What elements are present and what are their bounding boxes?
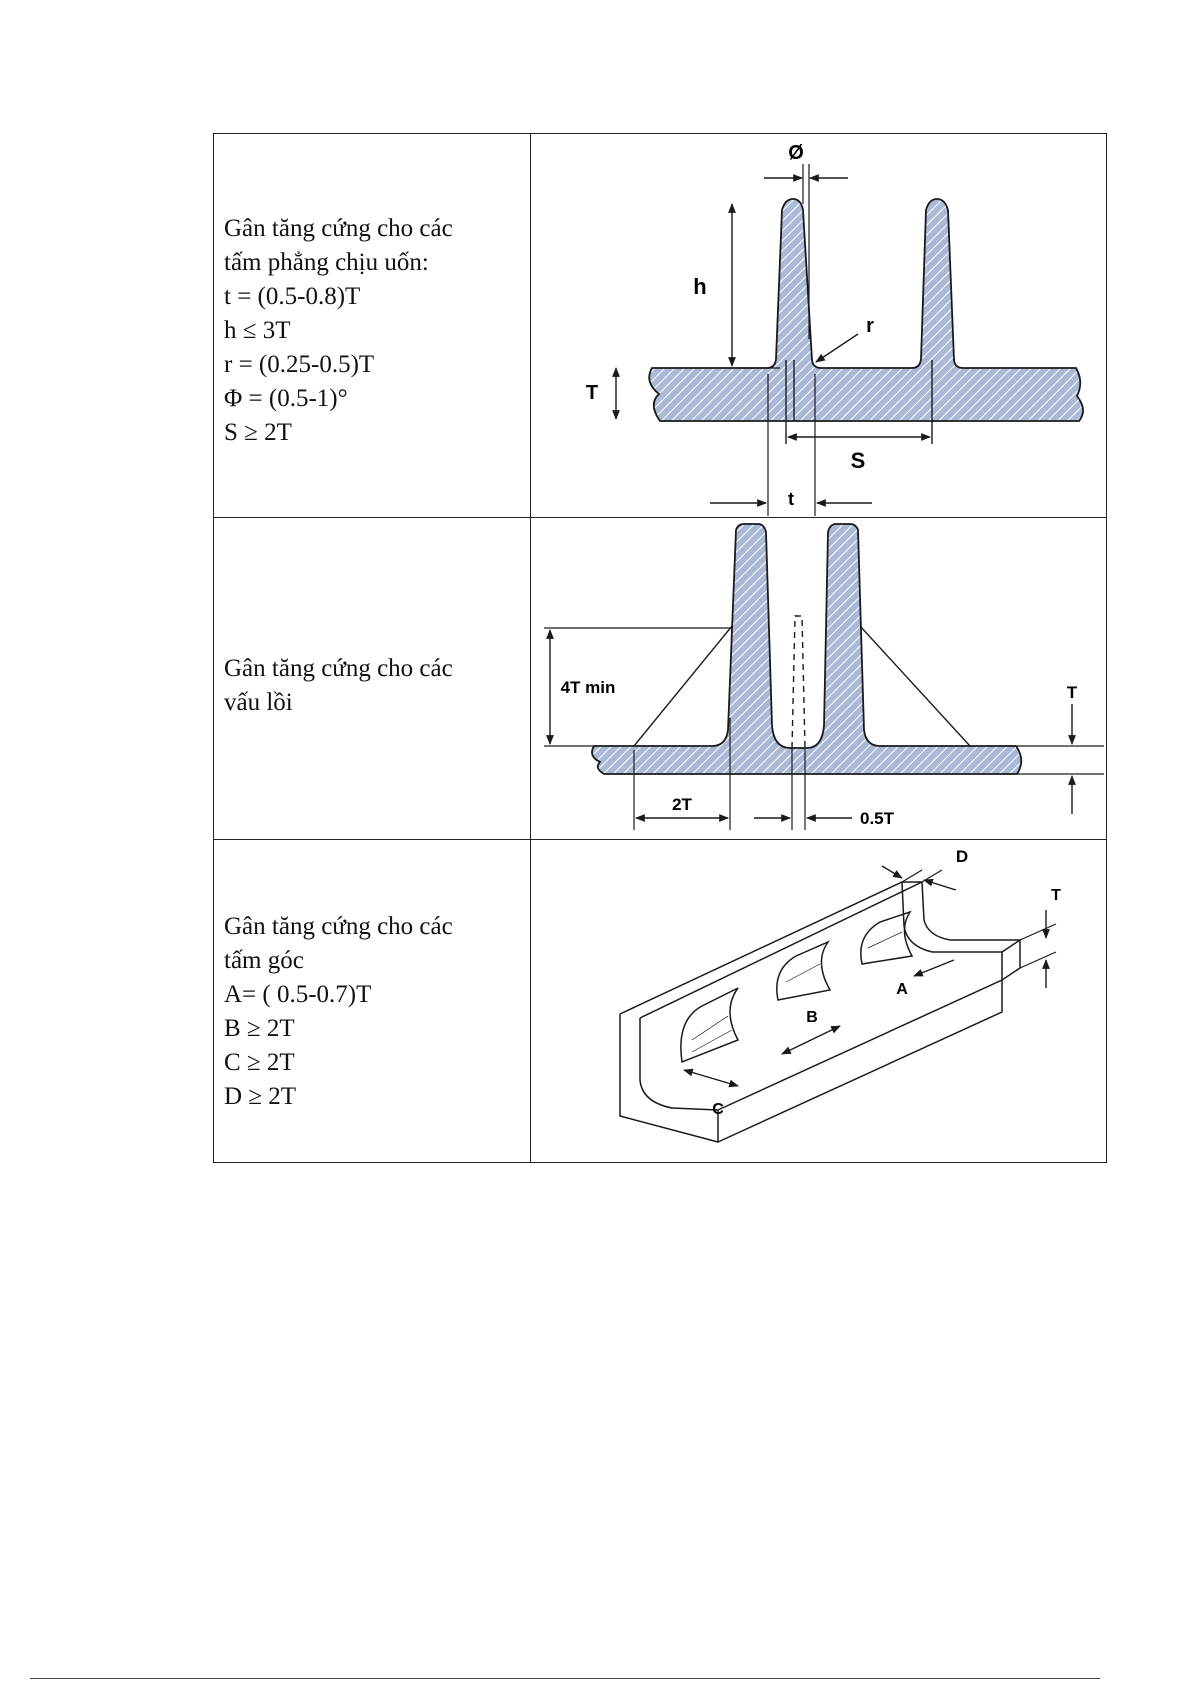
B-label: B xyxy=(806,1009,818,1026)
table-row-boss xyxy=(214,518,1106,840)
text-line: B ≥ 2T xyxy=(224,1015,295,1042)
2t-label: 2T xyxy=(672,795,692,814)
C-label: C xyxy=(712,1101,724,1118)
text-line: h ≤ 3T xyxy=(224,317,291,344)
boss-rib-figure xyxy=(532,518,1106,838)
description-cell xyxy=(224,212,524,450)
text-line: A= ( 0.5-0.7)T xyxy=(224,981,372,1008)
text-line: vấu lồi xyxy=(224,689,293,716)
t-label: t xyxy=(788,489,794,509)
text-line: tấm góc xyxy=(224,947,304,974)
guideline-table xyxy=(213,133,1107,1163)
text-line: t = (0.5-0.8)T xyxy=(224,283,361,310)
r-label: r xyxy=(866,315,874,337)
angle-bracket-drawing xyxy=(620,882,1020,1142)
0-5t-label: 0.5T xyxy=(859,809,895,828)
T-label: T xyxy=(585,382,599,404)
text-line: tấm phẳng chịu uốn: xyxy=(224,249,429,276)
text-line: C ≥ 2T xyxy=(224,1049,295,1076)
T-label: T xyxy=(1066,683,1078,702)
S-label: S xyxy=(850,448,866,473)
table-row-corner-plate xyxy=(214,840,1106,1162)
A-label: A xyxy=(896,981,908,998)
flat-plate-rib-figure xyxy=(532,134,1106,516)
text-line: r = (0.25-0.5)T xyxy=(224,351,375,378)
text-line: Gân tăng cứng cho các xyxy=(224,913,453,940)
boss-section-shape xyxy=(592,524,1021,774)
text-line: S ≥ 2T xyxy=(224,419,292,446)
text-line: D ≥ 2T xyxy=(224,1083,297,1110)
text-line: Φ = (0.5-1)° xyxy=(224,385,348,412)
4t-min-label: 4T min xyxy=(560,678,616,697)
phi-label: Ø xyxy=(788,142,804,164)
h-label: h xyxy=(693,274,707,299)
table-row-flat-plate xyxy=(214,134,1106,518)
page-footer-rule xyxy=(30,1678,1100,1679)
corner-plate-rib-figure xyxy=(532,840,1106,1160)
description-cell xyxy=(224,652,524,720)
description-cell xyxy=(224,910,524,1114)
T-label: T xyxy=(1051,887,1061,904)
text-line: Gân tăng cứng cho các xyxy=(224,655,453,682)
D-label: D xyxy=(955,847,969,866)
text-line: Gân tăng cứng cho các xyxy=(224,215,453,242)
rib-section-shape xyxy=(649,199,1083,421)
